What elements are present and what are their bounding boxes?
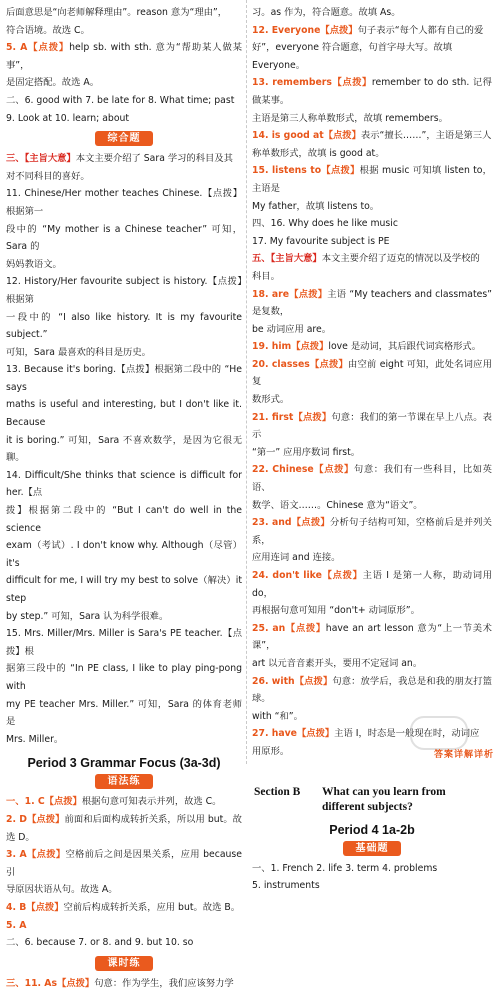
text-line: 科目。 (252, 270, 280, 282)
answer-text: 前面和后面构成转折关系，所以用 but。故选 D。 (6, 813, 242, 843)
section-2-answers-cont: 9. Look at 10. learn; about (6, 112, 130, 124)
tip-tag: 【点拨】 (291, 341, 329, 353)
text-line: 好”，everyone 符合题意，句首字母大写。故填 (252, 42, 453, 54)
text-line: 数学、语文……。Chinese 意为“语文”。 (252, 499, 423, 511)
answer-12: 12. History/Her favourite subject is history.【点拨】根据第 (6, 276, 242, 305)
answer-number: 13. remembers (252, 77, 332, 89)
left-column (6, 4, 242, 992)
section-b-heading-line1: What can you learn from (322, 785, 446, 798)
period-4-title: Period 4 1a-2b (329, 822, 415, 837)
answer-13-right (252, 74, 492, 109)
tip-tag: 【点拨】 (44, 796, 82, 808)
answer-18 (252, 286, 492, 321)
answer-17: 17. My favourite subject is PE (252, 235, 390, 247)
answer-number: 14. is good at (252, 130, 324, 142)
text-line: difficult for me, I will try my best to solve（解决）it step (6, 575, 242, 604)
text-line: 对不同科目的喜好。 (6, 170, 90, 182)
answer-5 (6, 39, 242, 74)
answer-11-grammar (6, 975, 242, 992)
text-line: it is boring.” 可知，Sara 不喜欢数学，是因为它很无聊。 (6, 434, 242, 464)
answer-22 (252, 461, 492, 496)
text-line: 用原形。 (252, 745, 290, 757)
text-line: 称单数形式，故填 is good at。 (252, 147, 385, 159)
answer-text: 主语 “My teachers and classmates” 是复数， (252, 288, 492, 318)
answer-number: 21. first (252, 411, 294, 423)
answer-text: love 是动词，其后跟代词宾格形式。 (328, 341, 482, 353)
section-b-key: Section B (254, 785, 301, 798)
main-idea-label: 五、【主旨大意】 (252, 253, 322, 265)
answer-number: 19. him (252, 341, 292, 353)
answer-15: 15. Mrs. Miller/Mrs. Miller is Sara's PE teacher.【点拨】根 (6, 628, 242, 657)
badge-grammar: 语法练 (95, 774, 153, 789)
answer-text: 根据句意可知表示并列，故选 C。 (81, 796, 222, 808)
answer-text: 空格前后之间是因果关系，应用 because 引 (6, 849, 242, 878)
main-idea-text: 本文主要介绍了迈克的情况以及学校的 (321, 253, 480, 265)
tip-tag: 【点拨】 (321, 165, 360, 177)
answer-number: 25. an (252, 622, 286, 634)
answer-number: 23. and (252, 517, 292, 529)
answer-number: 24. don't like (252, 570, 322, 581)
answer-number: 3. A (6, 849, 27, 861)
tip-tag: 【点拨】 (296, 728, 335, 740)
text-line: 拨】根据第二段中的 “But I can't do well in the science (6, 505, 242, 534)
tip-tag: 【点拨】 (27, 813, 65, 825)
answer-text: 空前后构成转折关系，应用 but。故选 B。 (63, 901, 241, 913)
answer-number: 15. listens to (252, 165, 322, 177)
answer-13: 13. Because it's boring.【点拨】根据第二段中的 “He says (6, 364, 242, 393)
answer-21 (252, 409, 492, 444)
answer-text: 表示“擅长……”，主语是第三人 (360, 130, 492, 142)
text-line: art 以元音音素开头，要用不定冠词 an。 (252, 657, 423, 669)
answer-15-right (252, 162, 492, 197)
text-line: 妈妈教语文。 (6, 258, 62, 270)
main-idea-label: 三、【主旨大意】 (6, 153, 76, 165)
grammar-answer-3 (6, 846, 242, 881)
text-line: 应用连词 and 连接。 (252, 552, 341, 564)
tip-tag: 【点拨】 (313, 464, 354, 476)
text-line: 据第三段中的 “In PE class, I like to play ping-pong with (6, 663, 242, 692)
answer-number: 4. B (6, 901, 27, 913)
text-line: with “和”。 (252, 710, 303, 722)
text-line: 后面意思是“向老师解释理由”。reason 意为“理由”， (6, 7, 228, 18)
tip-tag: 【点拨】 (323, 130, 361, 142)
answer-23 (252, 514, 492, 549)
text-line: exam（考试）. I don't know why. Although（尽管）it's (6, 540, 242, 569)
text-line: 一段中的 “I also like history. It is my favourite subject.” (6, 311, 242, 341)
answer-20 (252, 356, 492, 391)
answer-25 (252, 620, 492, 655)
answer-text: 分析句子结构可知，空格前后是并列关系， (252, 517, 492, 546)
text-line: My father，故填 listens to。 (252, 200, 380, 212)
section-b-heading-line2: different subjects? (322, 800, 413, 813)
text-line: 习。as 作为，符合题意。故填 As。 (252, 7, 401, 18)
answer-12-right (252, 22, 492, 40)
grammar-answer-1 (6, 793, 242, 811)
answer-text: have an art lesson 意为“上一节美术课”， (252, 622, 492, 652)
grammar-answer-5: 5. A (6, 919, 27, 931)
answer-number: 27. have (252, 728, 297, 740)
answer-number: 三、11. As (6, 977, 58, 989)
main-idea-text: 本文主要介绍了 Sara 学习的科目及其 (75, 153, 233, 165)
period-3-title: Period 3 Grammar Focus (3a-3d) (27, 756, 221, 771)
answer-number: 12. Everyone (252, 24, 321, 36)
answer-text: remember to do sth. 记得做某事。 (252, 77, 492, 106)
answer-24 (252, 567, 492, 602)
badge-basic: 基础题 (343, 841, 401, 856)
answer-14-right (252, 127, 492, 145)
answer-text: 根据 music 可知填 listen to，主语是 (252, 165, 492, 194)
answer-text: 句意：我们的第一节课在早上八点。表示 (252, 411, 492, 441)
grammar-answer-2 (6, 811, 242, 846)
answer-text: 句意：作为学生，我们应该努力学 (94, 977, 234, 989)
tip-tag: 【点拨】 (320, 24, 358, 36)
answer-16: 四、16. Why does he like music (252, 218, 398, 230)
answer-number: 5. A (6, 42, 28, 54)
tip-tag: 【点拨】 (294, 675, 333, 687)
answer-26 (252, 673, 492, 708)
tip-tag: 【点拨】 (285, 622, 326, 634)
footer-logo: 答案详解详析 (433, 750, 494, 760)
answer-text: 由空前 eight 可知，此处名词应用复 (252, 358, 492, 388)
answer-14: 14. Difficult/She thinks that science is difficult for her.【点 (6, 469, 242, 499)
answer-number: 26. with (252, 675, 295, 687)
text-line: 是固定搭配。故选 A。 (6, 77, 99, 89)
text-line: 符合语境。故选 C。 (6, 24, 90, 36)
main-idea (6, 150, 242, 168)
grammar-answer-4 (6, 899, 242, 917)
tip-tag: 【点拨】 (293, 411, 332, 423)
answer-number: 22. Chinese (252, 464, 314, 476)
badge-lesson-practice: 课时练 (95, 956, 153, 971)
main-idea-5 (252, 250, 492, 268)
answer-text: 句意：我们有一些科目，比如英语、 (252, 464, 492, 494)
text-line: be 动词应用 are。 (252, 323, 332, 335)
answer-number: 18. are (252, 288, 290, 300)
text-line: by step.” 可知，Sara 认为科学很难。 (6, 610, 169, 622)
badge-comprehensive: 综合题 (95, 131, 153, 146)
answer-text: 句子表示“每个人都有自己的爱 (357, 24, 484, 36)
watermark-stamp (410, 716, 468, 750)
text-line: 再根据句意可知用 “don't+ 动词原形”。 (252, 605, 420, 617)
tip-tag: 【点拨】 (57, 977, 95, 989)
text-line: maths is useful and interesting, but I don't like it. Because (6, 399, 242, 429)
text-line: 主语是第三人称单数形式，故填 remembers。 (252, 112, 448, 124)
column-divider (246, 0, 247, 764)
right-column (252, 4, 492, 895)
text-line: my PE teacher Mrs. Miller.” 可知，Sara 的体育老师是 (6, 698, 242, 728)
tip-tag: 【点拨】 (289, 288, 328, 300)
answer-number: 2. D (6, 813, 28, 825)
answer-text: 主语 I 是第一人称，助动词用 do， (252, 570, 492, 599)
answer-text: 句意：放学后，我总是和我的朋友打篮球。 (252, 675, 492, 705)
answer-number: 一、1. C (6, 796, 45, 808)
text-line: “第一” 应用序数词 first。 (252, 446, 361, 458)
section-b-title (252, 785, 492, 815)
tip-tag: 【点拨】 (309, 358, 349, 370)
text-line: 可知，Sara 最喜欢的科目是历史。 (6, 346, 151, 358)
vocab-answers: 一、1. French 2. life 3. term 4. problems (252, 862, 438, 874)
answer-number: 20. classes (252, 358, 310, 370)
tip-tag: 【点拨】 (27, 42, 70, 54)
grammar-section-2: 二、6. because 7. or 8. and 9. but 10. so (6, 937, 194, 949)
answer-11: 11. Chinese/Her mother teaches Chinese.【点拨】根据第一 (6, 188, 242, 217)
answer-19 (252, 338, 492, 356)
text-line: Everyone。 (252, 59, 306, 71)
text-line: 导原因状语从句。故选 A。 (6, 884, 118, 896)
tip-tag: 【点拨】 (331, 77, 372, 89)
tip-tag: 【点拨】 (291, 517, 330, 529)
text-line: 数形式。 (252, 394, 290, 406)
text-line: 段中的 “My mother is a Chinese teacher” 可知，Sara 的 (6, 223, 242, 253)
text-line: Mrs. Miller。 (6, 733, 64, 745)
section-2-answers: 二、6. good with 7. be late for 8. What time; past (6, 94, 235, 106)
tip-tag: 【点拨】 (26, 849, 66, 861)
section-b-heading (322, 785, 446, 815)
vocab-answers-cont: 5. instruments (252, 880, 320, 892)
tip-tag: 【点拨】 (26, 901, 64, 913)
tip-tag: 【点拨】 (321, 570, 363, 581)
answer-text: help sb. with sth. 意为“帮助某人做某事”， (6, 42, 242, 71)
answer-text: 主语 I，时态是一般现在时，动词应 (334, 728, 480, 740)
